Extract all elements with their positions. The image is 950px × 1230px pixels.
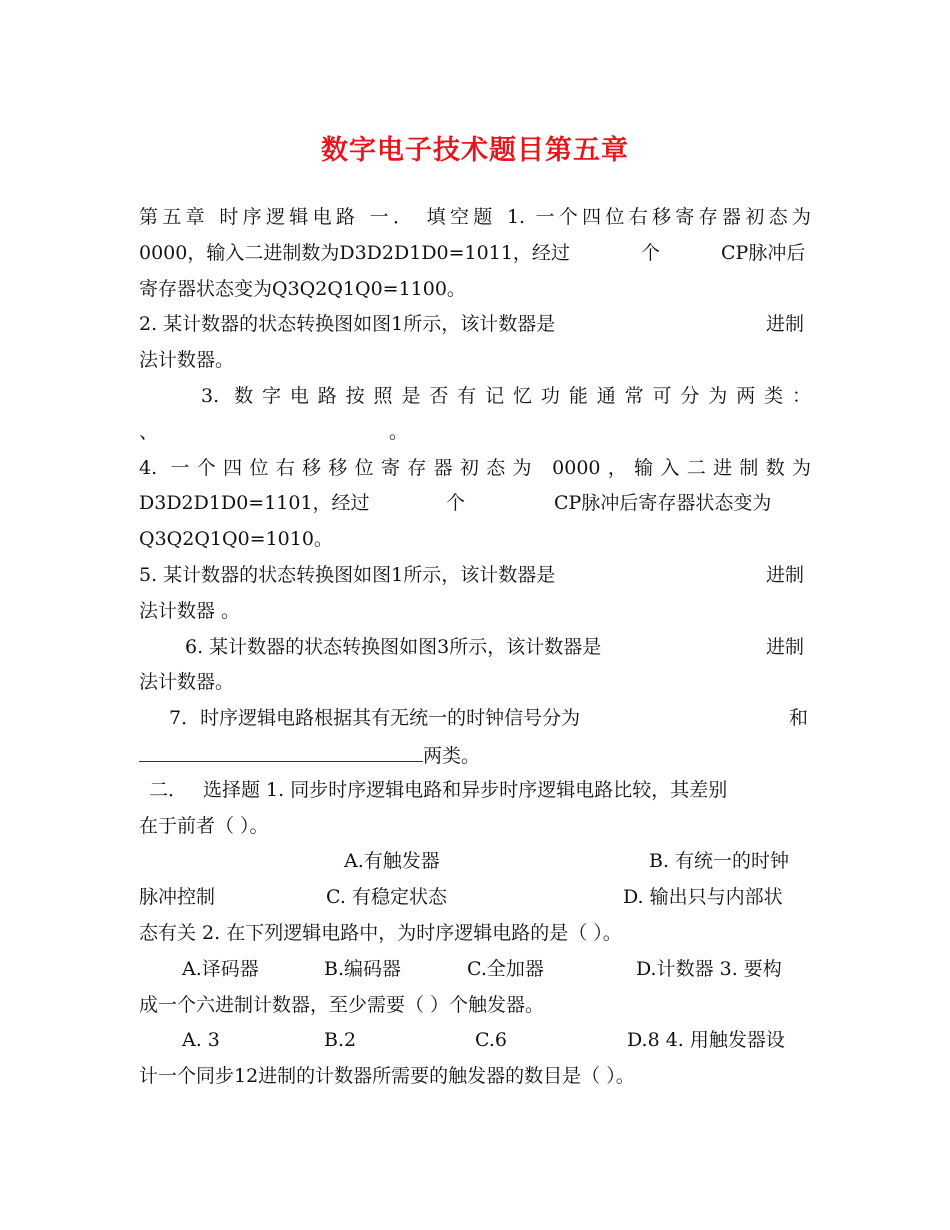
text-line [139,1059,811,1095]
text-segment: 法计数器。 [139,349,235,372]
text-segment: CP脉冲后寄存器状态变为 [554,492,772,515]
text-segment: 寄存器状态变为Q3Q2Q1Q0=1100。 [139,277,466,300]
text-line [139,594,811,630]
text-line [139,1023,811,1059]
text-segment: 成一个六进制计数器，至少需要（ ）个触发器。 [139,993,545,1016]
text-line: 4. 一个四位右移移位寄存器初态为 0000，输入二进制数为 [139,456,811,479]
text-segment: 态有关 2. 在下列逻辑电路中，为时序逻辑电路的是（ ）。 [139,921,622,944]
text-line [139,558,811,594]
text-segment: 、 [139,420,159,443]
answer-blank [139,737,423,762]
text-segment: 0000，输入二进制数为D3D2D1D0=1011，经过 [139,241,570,264]
text-line: 3. 数字电路按照是否有记忆功能通常可分为两类： [201,384,811,407]
text-segment: Q3Q2Q1Q0=1010。 [139,528,333,551]
text-segment: 7．时序逻辑电路根据其有无统一的时钟信号分为 [169,707,581,730]
text-line [139,630,811,666]
text-segment: 和 [789,707,809,730]
document-title: 数字电子技术题目第五章 [321,135,629,166]
text-segment: 进制 [766,313,805,336]
text-line [139,236,811,272]
text-segment: 脉冲控制 [139,886,216,909]
text-segment: 进制 [766,563,805,586]
text-segment: B.编码器 [324,957,402,980]
text-line: 第五章 时序逻辑电路 一． 填空题 1. 一个四位右移寄存器初态为 [139,206,811,228]
text-segment: 在于前者（ ）。 [139,814,269,837]
text-segment: C.6 [475,1029,507,1052]
text-segment: B. 有统一的时钟 [649,850,790,873]
text-line [139,272,811,308]
text-segment: 2. 某计数器的状态转换图如图1所示，该计数器是 [139,313,556,336]
text-segment: 个 [446,492,466,515]
text-segment: 二． [149,778,188,801]
text-segment: 进制 [766,635,805,658]
text-segment: D.8 4. 用触发器设 [627,1029,785,1052]
text-line [139,916,811,952]
text-segment: B.2 [324,1029,357,1052]
text-segment: D.计数器 3. 要构 [636,957,782,980]
text-line [139,809,811,845]
text-line [139,665,811,701]
text-segment: 个 [641,241,661,264]
text-line [139,773,811,809]
text-line [139,343,811,379]
text-segment: A. 3 [182,1029,220,1052]
text-line [139,844,811,880]
text-segment: 。 [389,420,409,443]
text-segment: D3D2D1D0=1101，经过 [139,492,370,515]
text-segment: A.有触发器 [344,850,440,873]
text-line [139,415,811,451]
text-line [139,880,811,916]
text-segment: 选择题 1. 同步时序逻辑电路和异步时序逻辑电路比较，其差别 [203,778,728,801]
text-segment: 法计数器。 [139,671,235,694]
text-segment: 法计数器 。 [139,599,241,622]
text-segment: 两类。 [423,744,481,767]
document-body [139,200,811,1095]
text-segment: C. 有稳定状态 [326,886,447,909]
text-line [139,522,811,558]
text-segment: A.译码器 [182,957,259,980]
text-line [139,307,811,343]
text-segment: D. 输出只与内部状 [623,886,783,909]
text-segment: 5. 某计数器的状态转换图如图1所示，该计数器是 [139,563,556,586]
text-line [139,486,811,522]
text-segment: CP脉冲后 [721,241,806,264]
text-line [139,952,811,988]
text-line [139,988,811,1024]
text-line [139,737,811,773]
text-segment: C.全加器 [467,957,544,980]
text-line [139,701,811,737]
text-segment: 6. 某计数器的状态转换图如图3所示，该计数器是 [185,635,602,658]
text-segment: 计一个同步12进制的计数器所需要的触发器的数目是（ ）。 [139,1065,635,1088]
